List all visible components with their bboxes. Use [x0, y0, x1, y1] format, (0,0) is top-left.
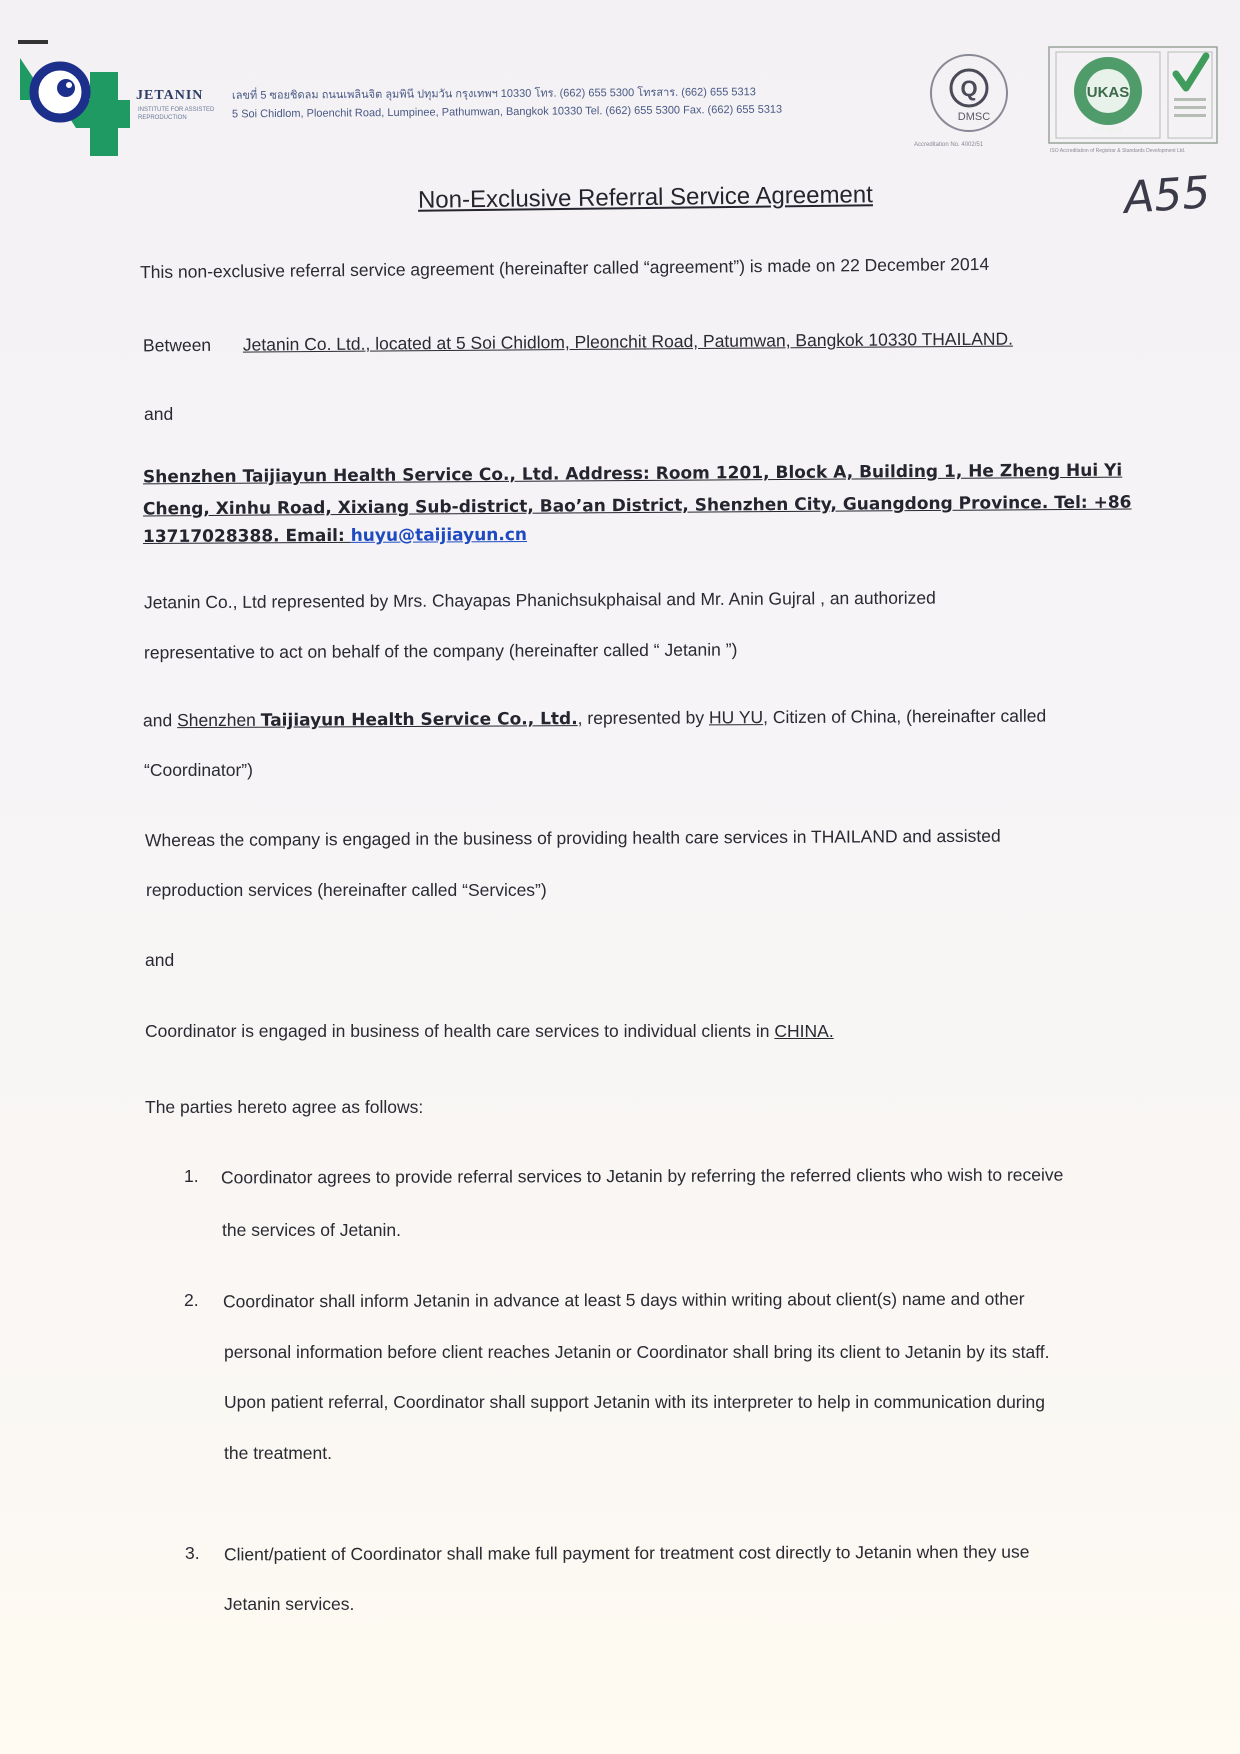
whereas-line-2: reproduction services (hereinafter called “Services”): [146, 880, 547, 900]
coordinator-address-line-1: Shenzhen Taijiayun Health Service Co., Ltd. Address: Room 1201, Block A, Building 1, He Zheng Hui Yi: [142, 460, 1123, 488]
coordinator-rep-suffix: , Citizen of China, (hereinafter called: [763, 705, 1047, 728]
and-connector-1: and: [144, 404, 174, 424]
clause-line: Coordinator shall inform Jetanin in advance at least 5 days within writing about client(s) name and other: [222, 1288, 1025, 1312]
letterhead: [0, 0, 1240, 170]
coordinator-business-text: Coordinator is engaged in business of health care services to individual clients in: [145, 1021, 775, 1041]
coordinator-rep-middle: , represented by: [577, 707, 710, 729]
between-line: [143, 329, 1013, 357]
jetanin-representative-line-2: representative to act on behalf of the company (hereinafter called “ Jetanin ”): [143, 639, 738, 663]
coordinator-representative-line-1: [143, 706, 1046, 732]
agreement-lead-in: The parties hereto agree as follows:: [145, 1097, 424, 1117]
badge-logo-text: UKAS: [1086, 84, 1130, 101]
coordinator-name-part: Shenzhen: [177, 709, 261, 731]
coordinator-person: HU YU: [708, 707, 764, 728]
dmsc-certification-seal-icon: [928, 52, 1010, 134]
clause-line: Coordinator agrees to provide referral services to Jetanin by referring the referred clients who wish to receive: [220, 1164, 1064, 1188]
clause-number: 2.: [184, 1290, 199, 1310]
clause-line: Client/patient of Coordinator shall make full payment for treatment cost directly to Jetanin when they use: [223, 1541, 1030, 1565]
coordinator-rep-prefix: and: [142, 710, 178, 731]
document-title: Non-Exclusive Referral Service Agreement: [417, 181, 874, 214]
clause-line: personal information before client reaches Jetanin or Coordinator shall bring its client to Jetanin by its staff.: [224, 1342, 1050, 1362]
clause-line: Upon patient referral, Coordinator shall support Jetanin with its interpreter to help in communication during: [224, 1392, 1045, 1412]
badge-iso-text: ISO 9001: [1093, 127, 1123, 134]
coordinator-representative-line-2: “Coordinator”): [144, 760, 253, 780]
org-name: JETANIN: [136, 88, 204, 103]
intro-paragraph: This non-exclusive referral service agreement (hereinafter called “agreement”) is made on 22 December 2014: [139, 253, 990, 283]
clause-line: the treatment.: [224, 1443, 332, 1463]
coordinator-name-bold: Taijiayun Health Service Co., Ltd.: [260, 709, 578, 731]
coordinator-address-line-2: Cheng, Xinhu Road, Xixiang Sub-district, Bao’an District, Shenzhen City, Guangdong Province. Tel: +86: [142, 492, 1132, 520]
seal-ring-text: DMSC: [957, 111, 991, 123]
address-thai: เลขที่ 5 ซอยชิดลม ถนนเพลินจิต ลุมพินี ปทุมวัน กรุงเทพฯ 10330 โทร. (662) 655 5300 โทรสาร. (662) 655 5313: [231, 86, 756, 102]
jetanin-party: Jetanin Co. Ltd., located at 5 Soi Chidlom, Pleonchit Road, Patumwan, Bangkok 10330 THAILAND.: [242, 328, 1014, 355]
coordinator-email-link[interactable]: huyu@taijiayun.cn: [350, 524, 528, 546]
clause-number: 3.: [185, 1543, 200, 1563]
between-label: Between: [142, 334, 212, 356]
org-subtitle: INSTITUTE FOR ASSISTED REPRODUCTION: [138, 107, 215, 121]
jetanin-logo-icon: [18, 40, 130, 160]
iso-certification-badge-icon: [1048, 46, 1218, 144]
seal-letter: Q: [960, 76, 978, 101]
handwritten-note: A55: [1122, 167, 1212, 224]
address-english: 5 Soi Chidlom, Ploenchit Road, Lumpinee, Pathumwan, Bangkok 10330 Tel. (662) 655 5300 Fax. (662) 655 5313: [231, 103, 783, 121]
whereas-line-1: Whereas the company is engaged in the business of providing health care services in THAILAND and assisted: [144, 825, 1001, 851]
clause-line: the services of Jetanin.: [222, 1220, 401, 1240]
clause-number: 1.: [184, 1166, 199, 1186]
clause-line: Jetanin services.: [224, 1594, 355, 1614]
accreditation-caption: Accreditation No. 4002/51: [914, 142, 984, 148]
coordinator-contact-line: [143, 525, 527, 547]
coordinator-phone: 13717028388. Email:: [142, 525, 351, 548]
and-connector-2: and: [145, 950, 175, 970]
coordinator-business-line: [145, 1021, 834, 1042]
iso-caption: ISO Accreditation of Registrar & Standards Development Ltd.: [1050, 148, 1186, 154]
coordinator-country: CHINA.: [774, 1021, 834, 1041]
jetanin-representative-line-1: Jetanin Co., Ltd represented by Mrs. Chayapas Phanichsukphaisal and Mr. Anin Gujral , an authorized: [143, 587, 936, 613]
